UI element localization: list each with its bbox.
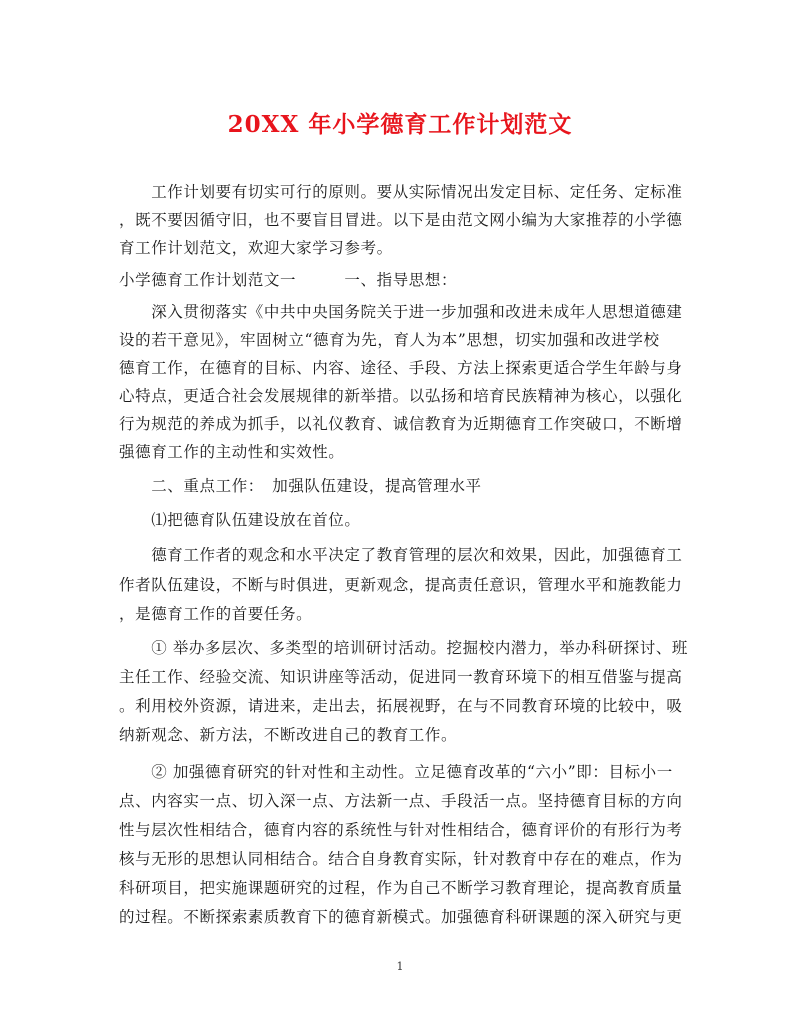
- document-title: 20XX 年小学德育工作计划范文: [227, 111, 573, 138]
- body-line: 。利用校外资源，请进来，走出去，拓展视野，在与不同教育环境的比较中，吸: [119, 697, 683, 715]
- body-line: 德育工作者的观念和水平决定了教育管理的层次和效果，因此，加强德育工: [119, 546, 683, 564]
- body-line: 育工作计划范文，欢迎大家学习参考。: [119, 239, 393, 257]
- body-line: 行为规范的养成为抓手，以礼仪教育、诚信教育为近期德育工作突破口，不断增: [119, 415, 683, 433]
- body-line: ① 举办多层次、多类型的培训研讨活动。挖掘校内潜力，举办科研探讨、班: [119, 639, 689, 657]
- body-line: 性与层次性相结合，德育内容的系统性与针对性相结合，德育评价的有形行为考: [119, 821, 683, 839]
- section-heading-line: 小学德育工作计划范文一 一、指导思想：: [119, 271, 458, 289]
- body-line: ，既不要因循守旧，也不要盲目冒进。以下是由范文网小编为大家推荐的小学德: [119, 211, 683, 229]
- body-line: 纳新观念、新方法，不断改进自己的教育工作。: [119, 726, 458, 744]
- body-line: 工作计划要有切实可行的原则。要从实际情况出发定目标、定任务、定标准: [119, 183, 683, 201]
- body-line: 科研项目，把实施课题研究的过程，作为自己不断学习教育理论，提高教育质量: [119, 879, 683, 897]
- subsection-line: ⑴把德育队伍建设放在首位。: [119, 511, 361, 529]
- body-line: 作者队伍建设，不断与时俱进，更新观念，提高责任意识，管理水平和施教能力: [119, 576, 683, 594]
- body-line: 的过程。不断探索素质教育下的德育新模式。加强德育科研课题的深入研究与更: [119, 908, 683, 926]
- body-line: 深入贯彻落实《中共中央国务院关于进一步加强和改进未成年人思想道德建: [119, 303, 683, 321]
- body-line: 设的若干意见》，牢固树立“德育为先，育人为本”思想，切实加强和改进学校: [119, 331, 660, 349]
- body-line: 主任工作、经验交流、知识讲座等活动，促进同一教育环境下的相互借鉴与提高: [119, 668, 683, 686]
- body-line: 强德育工作的主动性和实效性。: [119, 443, 345, 461]
- body-line: ② 加强德育研究的针对性和主动性。立足德育改革的“六小”即：目标小一: [119, 763, 673, 781]
- body-line: 德育工作，在德育的目标、内容、途径、手段、方法上探索更适合学生年龄与身: [119, 359, 683, 377]
- section-heading-line: 二、重点工作： 加强队伍建设，提高管理水平: [119, 477, 482, 495]
- body-line: ，是德育工作的首要任务。: [119, 605, 313, 623]
- body-line: 点、内容实一点、切入深一点、方法新一点、手段活一点。坚持德育目标的方向: [119, 792, 683, 810]
- body-line: 心特点，更适合社会发展规律的新举措。以弘扬和培育民族精神为核心，以强化: [119, 387, 683, 405]
- page-number: 1: [396, 960, 404, 973]
- body-line: 核与无形的思想认同相结合。结合自身教育实际，针对教育中存在的难点，作为: [119, 850, 683, 868]
